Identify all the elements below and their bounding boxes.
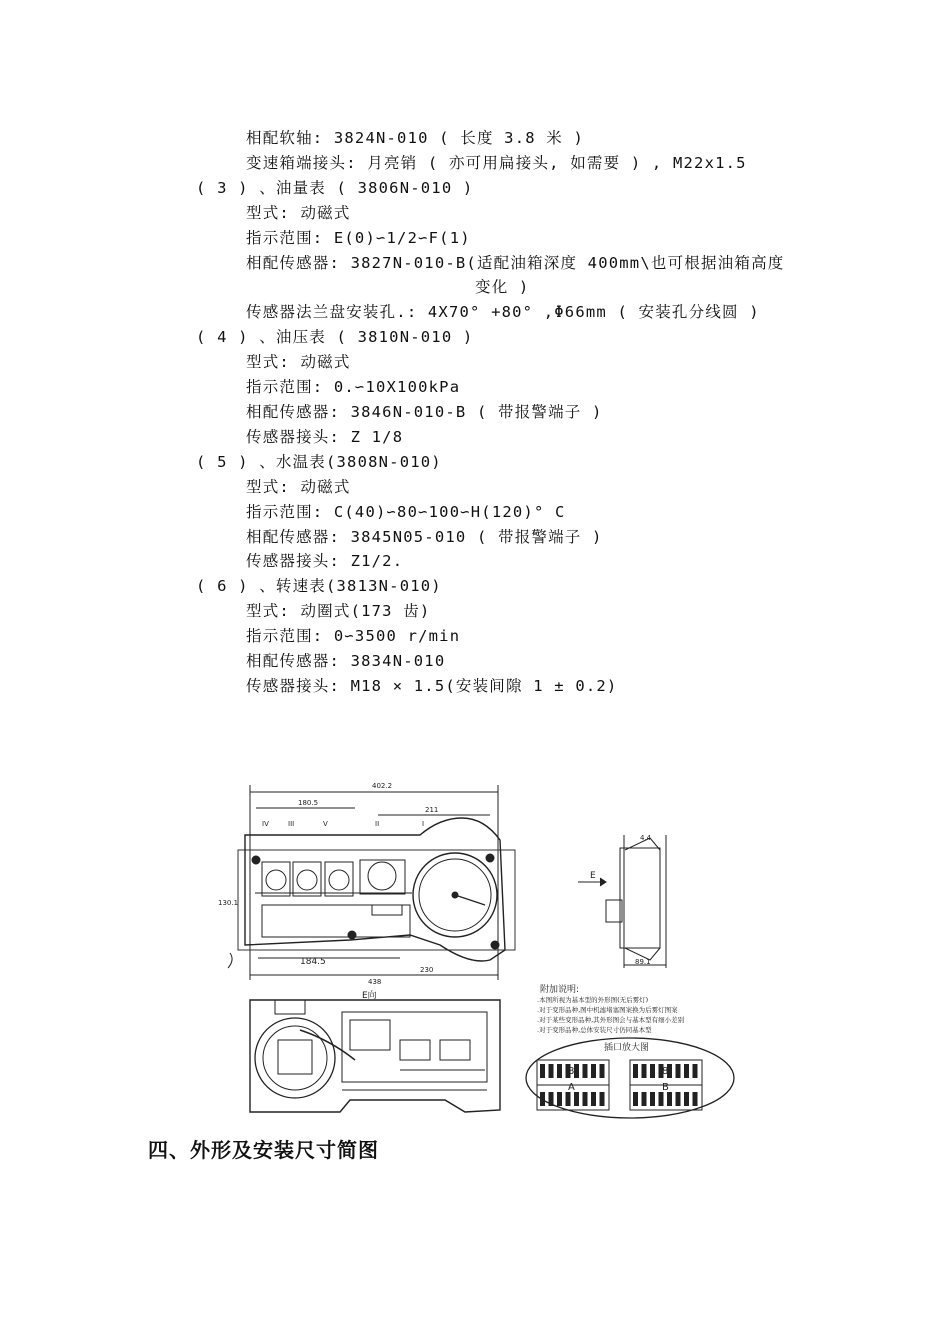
gauge-roman-label: III bbox=[288, 820, 295, 828]
plug-pin bbox=[676, 1092, 681, 1106]
text-line: 型式: 动圈式(173 齿) bbox=[246, 602, 431, 620]
note-line: .本图所视为基本型的外形图(无后雾灯) bbox=[537, 996, 649, 1004]
dim-label: 230 bbox=[420, 966, 434, 974]
plug-pin bbox=[693, 1064, 698, 1078]
plug-pin bbox=[642, 1092, 647, 1106]
text-line: 指示范围: E(0)∽1/2∽F(1) bbox=[246, 229, 471, 247]
text-line: 相配传感器: 3827N-010-B(适配油箱深度 400mm\也可根据油箱高度 bbox=[246, 254, 785, 272]
plug-pin bbox=[540, 1064, 545, 1078]
text-line: 变化 ) bbox=[475, 278, 530, 296]
plug-pin bbox=[557, 1064, 562, 1078]
section-heading-fuel-gauge: ( 3 ) 、油量表 ( 3806N-010 ) bbox=[196, 179, 474, 197]
arrow-label: E bbox=[590, 871, 596, 881]
plug-pin bbox=[566, 1092, 571, 1106]
dim-label: 184.5 bbox=[300, 957, 326, 967]
plug-label: 8 bbox=[568, 1066, 575, 1077]
plug-pin bbox=[676, 1064, 681, 1078]
text-line: 相配传感器: 3845N05-010 ( 带报警端子 ) bbox=[246, 528, 603, 546]
plug-pin bbox=[650, 1092, 655, 1106]
plug-pin bbox=[633, 1092, 638, 1106]
plug-pin bbox=[633, 1064, 638, 1078]
dim-label: 130.1 bbox=[218, 899, 239, 907]
text-line: 传感器接头: Z1/2. bbox=[246, 552, 404, 570]
gauge-roman-label: IV bbox=[262, 820, 269, 828]
text-line: 指示范围: C(40)∽80∽100∽H(120)° C bbox=[246, 503, 566, 521]
text-line: 指示范围: 0.∽10X100kPa bbox=[246, 378, 461, 396]
text-line: 型式: 动磁式 bbox=[246, 353, 351, 371]
plug-pin bbox=[642, 1064, 647, 1078]
plug-label: B bbox=[662, 1082, 669, 1093]
plug-pin bbox=[583, 1092, 588, 1106]
gauge-roman-label: V bbox=[323, 820, 328, 828]
plug-pin bbox=[549, 1092, 554, 1106]
note-line: .对于某些变形品种,其外形图会与基本型有细小差别 bbox=[537, 1016, 685, 1024]
gauge-roman-label: I bbox=[422, 820, 425, 828]
gauge-roman-label: II bbox=[375, 820, 380, 828]
plug-pin bbox=[659, 1092, 664, 1106]
dim-label: 180.5 bbox=[298, 799, 319, 807]
plug-pin bbox=[600, 1092, 605, 1106]
text-line: 指示范围: 0∽3500 r/min bbox=[246, 627, 461, 645]
plug-pin bbox=[684, 1092, 689, 1106]
section-title: 四、外形及安装尺寸简图 bbox=[148, 1138, 379, 1162]
plug-pin bbox=[574, 1064, 579, 1078]
plug-pin bbox=[574, 1092, 579, 1106]
text-line: 相配传感器: 3846N-010-B ( 带报警端子 ) bbox=[246, 403, 603, 421]
text-line: 传感器接头: Z 1/8 bbox=[246, 428, 404, 446]
plug-title: 插口放大图 bbox=[604, 1043, 650, 1053]
notes-title: 附加说明: bbox=[540, 985, 580, 995]
section-heading-water-temp: ( 5 ) 、水温表(3808N-010) bbox=[196, 453, 442, 471]
note-line: .对于变形品种,总体安装尺寸仍同基本型 bbox=[537, 1026, 652, 1034]
plug-label: 8 bbox=[662, 1066, 669, 1077]
plug-pin bbox=[693, 1092, 698, 1106]
note-line: .对于变形品种,图中机滤堵塞图案换为后雾灯图案 bbox=[537, 1006, 678, 1014]
text-line: 相配软轴: 3824N-010 ( 长度 3.8 米 ) bbox=[246, 129, 585, 147]
text-line: 传感器法兰盘安装孔.: 4X70° +80° ,Φ66mm ( 安装孔分线圆 ) bbox=[246, 303, 760, 321]
dim-label: 438 bbox=[368, 978, 382, 986]
text-line: 相配传感器: 3834N-010 bbox=[246, 652, 446, 670]
side-view bbox=[578, 835, 666, 968]
text-line: 型式: 动磁式 bbox=[246, 204, 351, 222]
text-line: 变速箱端接头: 月亮销 ( 亦可用扁接头, 如需要 ) , M22x1.5 bbox=[246, 154, 747, 172]
plug-label: A bbox=[568, 1082, 575, 1093]
text-line: 型式: 动磁式 bbox=[246, 478, 351, 496]
plug-pin bbox=[684, 1064, 689, 1078]
front-view bbox=[228, 785, 515, 980]
text-line: 传感器接头: M18 × 1.5(安装间隙 1 ± 0.2) bbox=[246, 677, 618, 695]
plug-pin bbox=[549, 1064, 554, 1078]
section-heading-oil-pressure: ( 4 ) 、油压表 ( 3810N-010 ) bbox=[196, 328, 474, 346]
dim-label: 211 bbox=[425, 806, 439, 814]
view-label: E向 bbox=[362, 991, 377, 1001]
dim-label: 89.1 bbox=[635, 958, 651, 966]
section-heading-tachometer: ( 6 ) 、转速表(3813N-010) bbox=[196, 577, 442, 595]
plug-pin bbox=[667, 1092, 672, 1106]
dim-label: 402.2 bbox=[372, 782, 393, 790]
back-view bbox=[250, 1000, 500, 1112]
plug-pin bbox=[540, 1092, 545, 1106]
plug-pin bbox=[591, 1064, 596, 1078]
plug-pin bbox=[591, 1092, 596, 1106]
dim-label: 4.4 bbox=[640, 834, 652, 842]
plug-pin bbox=[600, 1064, 605, 1078]
plug-pin bbox=[583, 1064, 588, 1078]
plug-pin bbox=[650, 1064, 655, 1078]
plug-pin bbox=[557, 1092, 562, 1106]
